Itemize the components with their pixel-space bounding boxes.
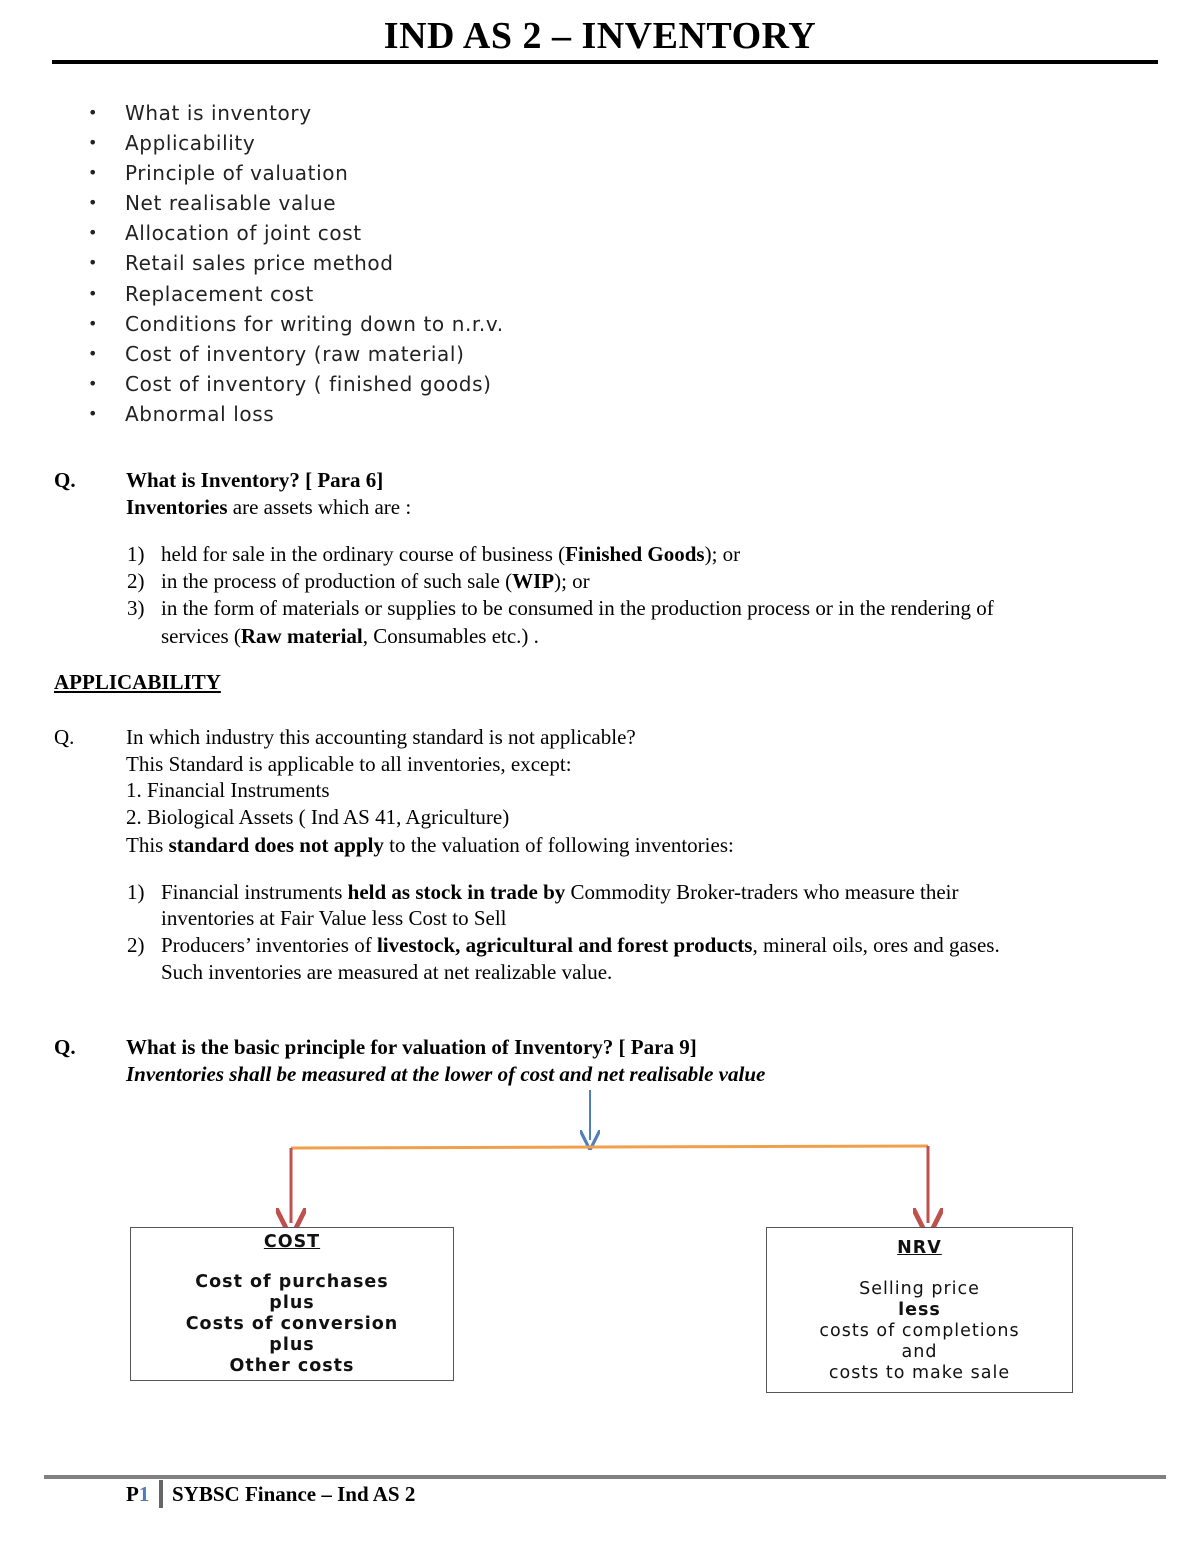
q1-label: Q.: [54, 468, 76, 492]
q1-item-2: in the process of production of such sale (WIP); or: [161, 569, 590, 593]
nrv-line: Selling price: [859, 1279, 980, 1299]
q1-item-1: held for sale in the ordinary course of business (Finished Goods); or: [161, 542, 741, 566]
list-number: 1): [127, 542, 145, 566]
page-title: IND AS 2 – INVENTORY: [383, 15, 817, 57]
q2-line-4: This standard does not apply to the valuation of following inventories:: [126, 833, 734, 857]
cost-box: [130, 1227, 454, 1381]
q2-item-2-cont: Such inventories are measured at net realizable value.: [161, 960, 613, 984]
list-item: • What is inventory: [88, 98, 504, 128]
q2-label: Q.: [54, 725, 75, 749]
footer-text: SYBSC Finance – Ind AS 2: [172, 1482, 416, 1506]
list-item: • Abnormal loss: [88, 399, 504, 429]
list-item: • Allocation of joint cost: [88, 218, 504, 248]
nrv-line: and: [901, 1342, 938, 1362]
list-number: 2): [127, 933, 145, 957]
list-number: 2): [127, 569, 145, 593]
list-item: • Retail sales price method: [88, 248, 504, 278]
q2-line-3: 2. Biological Assets ( Ind AS 41, Agriculture): [126, 805, 510, 829]
list-number: 1): [127, 880, 145, 904]
q2-line-1: This Standard is applicable to all inventories, except:: [126, 752, 572, 776]
footer-rule: [44, 1475, 1166, 1479]
page-number: P1: [126, 1482, 150, 1506]
q1-item-3-cont: services (Raw material, Consumables etc.) .: [161, 624, 539, 648]
q2-item-1-cont: inventories at Fair Value less Cost to Sell: [161, 906, 507, 930]
applicability-heading: APPLICABILITY: [54, 670, 221, 694]
nrv-line: costs of completions: [819, 1321, 1020, 1341]
nrv-box: [766, 1227, 1073, 1393]
nrv-line: less: [898, 1300, 941, 1320]
list-item: • Applicability: [88, 128, 504, 158]
q3-label: Q.: [54, 1035, 76, 1059]
list-number: 3): [127, 596, 145, 620]
q3-question: What is the basic principle for valuation of Inventory? [ Para 9]: [126, 1035, 697, 1059]
q1-question: What is Inventory? [ Para 6]: [126, 468, 384, 492]
q2-item-1: Financial instruments held as stock in trade by Commodity Broker-traders who measure their: [161, 880, 959, 904]
q2-item-2: Producers’ inventories of livestock, agricultural and forest products, mineral oils, ores and gases.: [161, 933, 1000, 957]
list-item: • Conditions for writing down to n.r.v.: [88, 309, 504, 339]
footer-divider: [159, 1480, 163, 1508]
cost-line: Costs of conversion: [185, 1314, 399, 1334]
cost-line: Cost of purchases: [195, 1272, 389, 1292]
list-item: • Net realisable value: [88, 188, 504, 218]
list-item: • Cost of inventory ( finished goods): [88, 369, 504, 399]
q1-item-3: in the form of materials or supplies to be consumed in the production process or in the rendering of: [161, 596, 994, 620]
list-item: • Cost of inventory (raw material): [88, 339, 504, 369]
nrv-heading: NRV: [897, 1238, 942, 1258]
q1-intro: Inventories are assets which are :: [126, 495, 412, 519]
cost-line: plus: [269, 1335, 315, 1355]
branch-line: [291, 1146, 928, 1148]
cost-line: Other costs: [229, 1356, 355, 1376]
cost-line: plus: [269, 1293, 315, 1313]
cost-heading: COST: [263, 1232, 321, 1252]
nrv-line: costs to make sale: [828, 1363, 1011, 1383]
q3-answer: Inventories shall be measured at the lower of cost and net realisable value: [126, 1062, 766, 1086]
list-item: • Replacement cost: [88, 279, 504, 309]
list-item: • Principle of valuation: [88, 158, 504, 188]
q2-question: In which industry this accounting standard is not applicable?: [126, 725, 636, 749]
q2-line-2: 1. Financial Instruments: [126, 778, 330, 802]
